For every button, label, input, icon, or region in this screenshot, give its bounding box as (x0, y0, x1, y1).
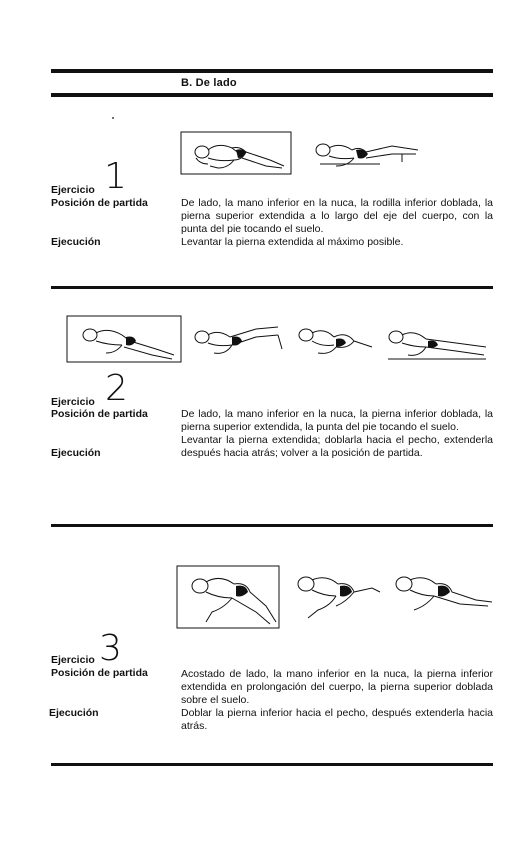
exercise-2-execution-label: Ejecución (51, 447, 101, 459)
print-speck (112, 117, 114, 119)
exercise-3-execution-label: Ejecución (49, 707, 99, 719)
exercise-1-divider (51, 286, 493, 289)
exercise-3-start-position-label: Posición de partida (51, 667, 148, 679)
exercise-1-description (181, 197, 493, 249)
exercise-3-number: 3 (99, 628, 122, 669)
header-bottom-rule (51, 93, 493, 97)
exercise-3-description (181, 668, 493, 733)
exercise-3-execution-text: Doblar la pierna inferior hacia el pecho, después extenderla hacia atrás. (181, 707, 493, 732)
exercise-3-label: Ejercicio (51, 654, 95, 666)
exercise-3-start-position-text: Acostado de lado, la mano inferior en la nuca, la pierna inferior extendida en prolongación del cuerpo, la pierna superior doblada sobre el suelo. (181, 668, 493, 706)
exercise-2-illustration (66, 313, 494, 369)
top-rule (51, 69, 493, 73)
exercise-1-illustration (180, 128, 430, 178)
exercise-3-illustration (176, 562, 496, 634)
exercise-1-start-position-label: Posición de partida (51, 197, 148, 209)
exercise-2-label: Ejercicio (51, 396, 95, 408)
exercise-1-execution-text: Levantar la pierna extendida al máximo posible. (181, 236, 404, 248)
exercise-2-execution-text: Levantar la pierna extendida; doblarla hacia el pecho, extenderla después hacia atrás; volver a la posición de partida. (181, 434, 493, 459)
exercise-2-start-position-label: Posición de partida (51, 408, 148, 420)
section-title: B. De lado (181, 77, 237, 89)
exercise-1-start-position-text: De lado, la mano inferior en la nuca, la rodilla inferior doblada, la pierna superior extendida a lo largo del eje del cuerpo, con la punta del pie tocando el suelo. (181, 197, 493, 235)
exercise-2-description (181, 408, 493, 460)
bottom-rule (51, 763, 493, 766)
exercise-2-start-position-text: De lado, la mano inferior en la nuca, la pierna inferior doblada, la pierna superior extendida, la punta del pie tocando el suelo. (181, 408, 493, 433)
exercise-2-divider (51, 524, 493, 527)
exercise-1-label: Ejercicio (51, 184, 95, 196)
exercise-2-number: 2 (105, 368, 128, 409)
exercise-1-number: 1 (104, 156, 127, 197)
exercise-1-execution-label: Ejecución (51, 236, 101, 248)
